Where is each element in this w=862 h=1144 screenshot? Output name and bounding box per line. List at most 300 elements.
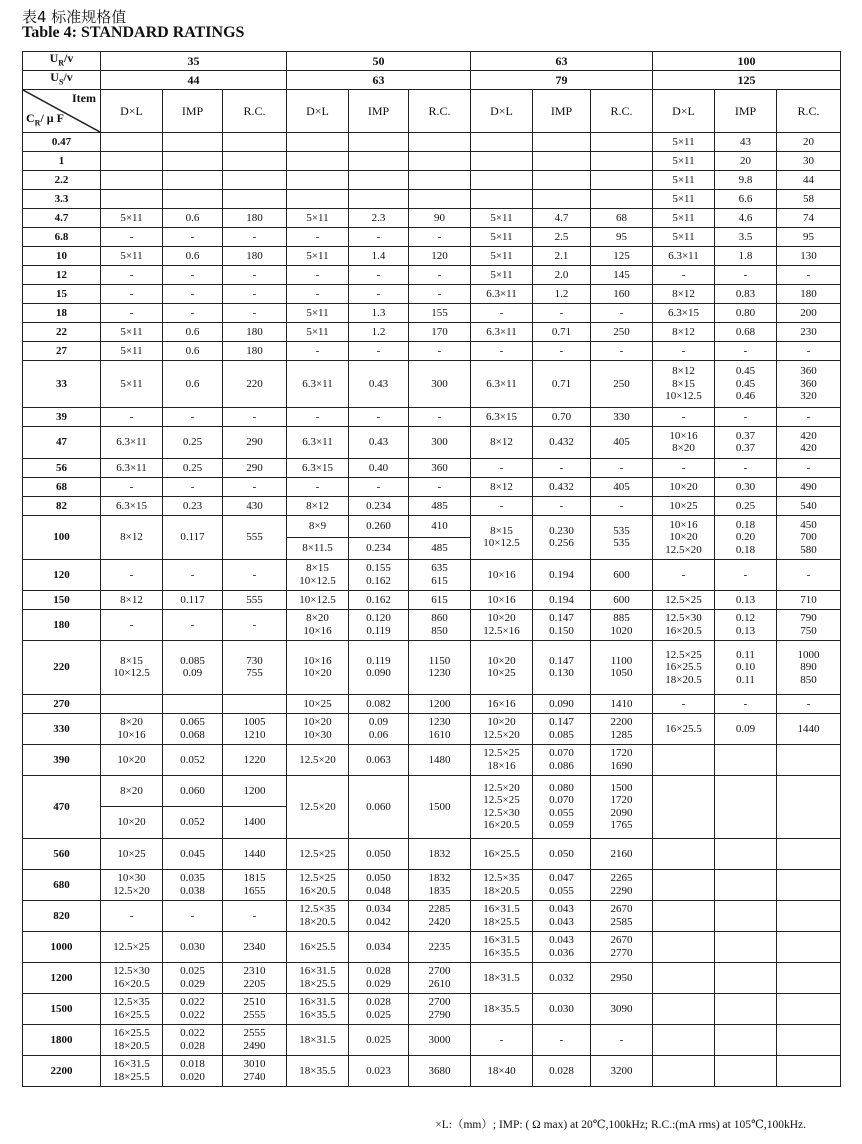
imp-cell: 3.5 bbox=[715, 227, 777, 246]
dl-cell: 8×15 10×12.5 bbox=[101, 640, 163, 694]
rc-cell: - bbox=[409, 341, 471, 360]
table-row bbox=[23, 838, 841, 869]
dl-cell: 6.3×11 bbox=[471, 284, 533, 303]
capacitance-cell: 82 bbox=[23, 496, 101, 515]
rc-cell: 145 bbox=[591, 265, 653, 284]
capacitance-cell: 330 bbox=[23, 713, 101, 744]
imp-cell: 0.022 0.022 bbox=[163, 993, 223, 1024]
dl-cell: - bbox=[101, 284, 163, 303]
dl-cell bbox=[101, 775, 163, 838]
rc-cell: 1000 890 850 bbox=[777, 640, 841, 694]
imp-cell: 0.050 bbox=[349, 838, 409, 869]
split-cell-part: 0.060 bbox=[180, 784, 205, 797]
dl-cell: 16×31.5 16×35.5 bbox=[471, 931, 533, 962]
imp-cell: 0.070 0.086 bbox=[533, 744, 591, 775]
us-value: 44 bbox=[101, 70, 287, 89]
imp-cell bbox=[533, 151, 591, 170]
rc-cell: - bbox=[777, 265, 841, 284]
dl-cell: 8×12 bbox=[653, 284, 715, 303]
rc-cell: 300 bbox=[409, 426, 471, 458]
dl-cell: - bbox=[101, 227, 163, 246]
dl-cell: 10×16 10×20 12.5×20 bbox=[653, 515, 715, 559]
split-cell-part: 1400 bbox=[223, 806, 286, 838]
rc-cell: 180 bbox=[777, 284, 841, 303]
imp-cell: 0.80 bbox=[715, 303, 777, 322]
imp-cell: 0.68 bbox=[715, 322, 777, 341]
imp-cell: 0.082 bbox=[349, 694, 409, 713]
rc-cell: 2310 2205 bbox=[223, 962, 287, 993]
rc-cell: 120 bbox=[409, 246, 471, 265]
imp-cell: - bbox=[349, 341, 409, 360]
split-cell-part: 8×20 bbox=[120, 784, 143, 797]
imp-cell: 2.1 bbox=[533, 246, 591, 265]
rc-cell: 3010 2740 bbox=[223, 1055, 287, 1086]
imp-cell: 0.147 0.085 bbox=[533, 713, 591, 744]
rc-cell: - bbox=[223, 265, 287, 284]
capacitance-cell: 270 bbox=[23, 694, 101, 713]
dl-cell: 6.3×11 bbox=[653, 246, 715, 265]
dl-cell bbox=[101, 170, 163, 189]
rc-cell: 200 bbox=[777, 303, 841, 322]
rc-cell: 1440 bbox=[777, 713, 841, 744]
imp-cell bbox=[533, 170, 591, 189]
table-row bbox=[23, 341, 841, 360]
capacitance-cell: 15 bbox=[23, 284, 101, 303]
dl-cell: 8×12 8×15 10×12.5 bbox=[653, 360, 715, 407]
imp-cell: 0.194 bbox=[533, 590, 591, 609]
us-value: 63 bbox=[287, 70, 471, 89]
imp-cell: - bbox=[715, 559, 777, 590]
rc-cell: 290 bbox=[223, 426, 287, 458]
imp-cell: 0.117 bbox=[163, 515, 223, 559]
dl-cell: - bbox=[287, 284, 349, 303]
dl-cell: 12.5×25 16×20.5 bbox=[287, 869, 349, 900]
split-cell-part: 0.052 bbox=[163, 806, 222, 838]
rc-cell: 30 bbox=[777, 151, 841, 170]
dl-cell: 8×15 10×12.5 bbox=[287, 559, 349, 590]
dl-cell: - bbox=[287, 477, 349, 496]
rc-cell: 555 bbox=[223, 590, 287, 609]
dl-cell: 5×11 bbox=[653, 208, 715, 227]
rc-cell: 1500 1720 2090 1765 bbox=[591, 775, 653, 838]
imp-cell: 0.30 bbox=[715, 477, 777, 496]
imp-cell bbox=[715, 744, 777, 775]
column-header-row bbox=[23, 89, 841, 132]
split-cell bbox=[163, 776, 222, 838]
dl-cell: 12.5×25 bbox=[287, 838, 349, 869]
table-row bbox=[23, 477, 841, 496]
imp-cell: 20 bbox=[715, 151, 777, 170]
dl-cell bbox=[653, 869, 715, 900]
us-value: 79 bbox=[471, 70, 653, 89]
rc-cell: 290 bbox=[223, 458, 287, 477]
dl-cell bbox=[653, 1055, 715, 1086]
dl-cell bbox=[101, 132, 163, 151]
imp-cell: - bbox=[349, 227, 409, 246]
split-cell-part: 0.234 bbox=[349, 537, 408, 559]
dl-cell: 12.5×30 16×20.5 bbox=[101, 962, 163, 993]
rc-cell bbox=[223, 189, 287, 208]
dl-cell: 10×20 12.5×20 bbox=[471, 713, 533, 744]
imp-cell: 6.6 bbox=[715, 189, 777, 208]
dl-cell: - bbox=[653, 458, 715, 477]
rc-cell: - bbox=[409, 227, 471, 246]
rc-cell: 1480 bbox=[409, 744, 471, 775]
imp-cell: 0.09 0.06 bbox=[349, 713, 409, 744]
rc-cell: 3090 bbox=[591, 993, 653, 1024]
imp-cell: - bbox=[163, 477, 223, 496]
dl-cell: 10×16 bbox=[471, 559, 533, 590]
dl-cell: - bbox=[471, 303, 533, 322]
imp-cell: 2.3 bbox=[349, 208, 409, 227]
rc-cell: 1220 bbox=[223, 744, 287, 775]
dl-cell: 12.5×35 18×20.5 bbox=[287, 900, 349, 931]
dl-cell: 12.5×20 bbox=[287, 775, 349, 838]
dl-cell bbox=[287, 170, 349, 189]
dl-cell: 6.3×11 bbox=[101, 458, 163, 477]
imp-cell: - bbox=[349, 477, 409, 496]
capacitance-cell: 0.47 bbox=[23, 132, 101, 151]
dl-cell: - bbox=[471, 458, 533, 477]
dl-cell: 6.3×11 bbox=[471, 322, 533, 341]
imp-cell: 1.2 bbox=[533, 284, 591, 303]
capacitance-cell: 27 bbox=[23, 341, 101, 360]
rc-cell: 250 bbox=[591, 322, 653, 341]
rc-cell: 300 bbox=[409, 360, 471, 407]
table-row bbox=[23, 360, 841, 407]
rc-cell: 860 850 bbox=[409, 609, 471, 640]
dl-cell: 12.5×35 18×20.5 bbox=[471, 869, 533, 900]
rc-cell: 250 bbox=[591, 360, 653, 407]
rc-cell: 90 bbox=[409, 208, 471, 227]
dl-cell: 6.3×11 bbox=[287, 426, 349, 458]
imp-cell: 0.45 0.45 0.46 bbox=[715, 360, 777, 407]
rc-cell: - bbox=[777, 694, 841, 713]
capacitance-cell: 220 bbox=[23, 640, 101, 694]
imp-cell: 0.028 0.025 bbox=[349, 993, 409, 1024]
rc-cell: 450 700 580 bbox=[777, 515, 841, 559]
header-dl: D×L bbox=[287, 89, 349, 132]
table-title-english: Table 4: STANDARD RATINGS bbox=[22, 24, 245, 41]
table-row bbox=[23, 496, 841, 515]
rc-cell: 2235 bbox=[409, 931, 471, 962]
rc-cell: 95 bbox=[777, 227, 841, 246]
table-row bbox=[23, 426, 841, 458]
rc-cell: 1410 bbox=[591, 694, 653, 713]
dl-cell: 5×11 bbox=[287, 208, 349, 227]
table-row bbox=[23, 151, 841, 170]
imp-cell: 0.025 bbox=[349, 1024, 409, 1055]
dl-cell bbox=[287, 151, 349, 170]
rc-cell: 535 535 bbox=[591, 515, 653, 559]
rc-cell: 2555 2490 bbox=[223, 1024, 287, 1055]
imp-cell: - bbox=[349, 265, 409, 284]
rc-cell: 230 bbox=[777, 322, 841, 341]
capacitance-cell: 33 bbox=[23, 360, 101, 407]
imp-cell: 9.8 bbox=[715, 170, 777, 189]
rc-cell: 1150 1230 bbox=[409, 640, 471, 694]
rc-cell: - bbox=[409, 265, 471, 284]
imp-cell: 0.032 bbox=[533, 962, 591, 993]
rc-cell bbox=[777, 993, 841, 1024]
rc-cell: 180 bbox=[223, 246, 287, 265]
split-cell-part: 10×20 bbox=[101, 806, 162, 838]
dl-cell: - bbox=[653, 694, 715, 713]
capacitance-cell: 2200 bbox=[23, 1055, 101, 1086]
dl-cell: 5×11 bbox=[101, 360, 163, 407]
imp-cell: 0.70 bbox=[533, 407, 591, 426]
dl-cell: 18×31.5 bbox=[287, 1024, 349, 1055]
header-imp: IMP bbox=[163, 89, 223, 132]
imp-cell: 0.162 bbox=[349, 590, 409, 609]
imp-cell: 0.034 bbox=[349, 931, 409, 962]
rc-cell: 330 bbox=[591, 407, 653, 426]
rc-cell: - bbox=[777, 341, 841, 360]
rc-cell bbox=[223, 775, 287, 838]
dl-cell: 10×25 bbox=[101, 838, 163, 869]
rc-cell: 180 bbox=[223, 322, 287, 341]
rc-cell: 600 bbox=[591, 590, 653, 609]
dl-cell: - bbox=[101, 900, 163, 931]
split-cell bbox=[101, 776, 162, 838]
rc-cell bbox=[591, 170, 653, 189]
capacitance-cell: 1000 bbox=[23, 931, 101, 962]
rc-cell: 180 bbox=[223, 208, 287, 227]
imp-cell: - bbox=[533, 496, 591, 515]
imp-cell: - bbox=[163, 227, 223, 246]
table-row bbox=[23, 132, 841, 151]
imp-cell: 0.432 bbox=[533, 477, 591, 496]
dl-cell: - bbox=[287, 227, 349, 246]
dl-cell bbox=[101, 694, 163, 713]
imp-cell: 0.090 bbox=[533, 694, 591, 713]
imp-cell: - bbox=[715, 341, 777, 360]
standard-ratings-table bbox=[22, 51, 841, 1087]
imp-cell bbox=[163, 694, 223, 713]
dl-cell bbox=[653, 1024, 715, 1055]
capacitance-cell: 100 bbox=[23, 515, 101, 559]
imp-cell: 0.6 bbox=[163, 341, 223, 360]
dl-cell: - bbox=[287, 407, 349, 426]
dl-cell: 5×11 bbox=[101, 322, 163, 341]
rc-cell: 615 bbox=[409, 590, 471, 609]
rc-cell: - bbox=[223, 284, 287, 303]
imp-cell: 0.43 bbox=[349, 360, 409, 407]
imp-cell: 2.0 bbox=[533, 265, 591, 284]
dl-cell bbox=[653, 838, 715, 869]
rc-cell bbox=[409, 170, 471, 189]
header-imp: IMP bbox=[715, 89, 777, 132]
rc-cell: 130 bbox=[777, 246, 841, 265]
imp-cell: 0.060 bbox=[349, 775, 409, 838]
rc-cell: 490 bbox=[777, 477, 841, 496]
dl-cell bbox=[287, 132, 349, 151]
dl-cell: 8×20 10×16 bbox=[101, 713, 163, 744]
imp-cell: - bbox=[533, 341, 591, 360]
rc-cell: 2340 bbox=[223, 931, 287, 962]
dl-cell: 10×16 8×20 bbox=[653, 426, 715, 458]
capacitance-cell: 22 bbox=[23, 322, 101, 341]
capacitance-cell: 120 bbox=[23, 559, 101, 590]
table-row bbox=[23, 640, 841, 694]
dl-cell: 8×12 bbox=[101, 515, 163, 559]
imp-cell bbox=[163, 775, 223, 838]
dl-cell bbox=[653, 993, 715, 1024]
dl-cell: 16×25.5 18×20.5 bbox=[101, 1024, 163, 1055]
dl-cell: 5×11 bbox=[471, 265, 533, 284]
rc-cell: - bbox=[223, 900, 287, 931]
table-row bbox=[23, 713, 841, 744]
split-cell bbox=[409, 516, 470, 559]
us-label: $U_S/v$ bbox=[23, 70, 101, 89]
dl-cell bbox=[287, 515, 349, 559]
header-dl: D×L bbox=[471, 89, 533, 132]
imp-cell: 0.230 0.256 bbox=[533, 515, 591, 559]
capacitance-cell: 1500 bbox=[23, 993, 101, 1024]
dl-cell: - bbox=[101, 303, 163, 322]
imp-cell: - bbox=[163, 265, 223, 284]
dl-cell: - bbox=[101, 609, 163, 640]
imp-cell: - bbox=[715, 407, 777, 426]
imp-cell: 0.035 0.038 bbox=[163, 869, 223, 900]
dl-cell: 6.3×15 bbox=[101, 496, 163, 515]
rc-cell bbox=[777, 838, 841, 869]
dl-cell bbox=[471, 151, 533, 170]
dl-cell: 5×11 bbox=[471, 208, 533, 227]
capacitance-cell: 1800 bbox=[23, 1024, 101, 1055]
table-row bbox=[23, 265, 841, 284]
capacitance-cell: 180 bbox=[23, 609, 101, 640]
dl-cell: 5×11 bbox=[101, 341, 163, 360]
imp-cell: 4.6 bbox=[715, 208, 777, 227]
rc-cell bbox=[777, 900, 841, 931]
imp-cell bbox=[163, 189, 223, 208]
rc-cell: - bbox=[223, 477, 287, 496]
rc-cell: - bbox=[591, 341, 653, 360]
rc-cell: 3680 bbox=[409, 1055, 471, 1086]
imp-cell: 0.119 0.090 bbox=[349, 640, 409, 694]
dl-cell: 16×31.5 18×25.5 bbox=[471, 900, 533, 931]
table-row bbox=[23, 775, 841, 838]
dl-cell: - bbox=[101, 265, 163, 284]
dl-cell: - bbox=[101, 407, 163, 426]
imp-cell: 0.085 0.09 bbox=[163, 640, 223, 694]
dl-cell: 5×11 bbox=[287, 303, 349, 322]
imp-cell: - bbox=[533, 1024, 591, 1055]
rc-cell bbox=[223, 151, 287, 170]
rc-cell: 405 bbox=[591, 477, 653, 496]
rc-cell: 155 bbox=[409, 303, 471, 322]
dl-cell: 16×25.5 bbox=[471, 838, 533, 869]
dl-cell: 8×12 bbox=[471, 477, 533, 496]
imp-cell: - bbox=[715, 694, 777, 713]
capacitance-cell: 47 bbox=[23, 426, 101, 458]
rated-voltage-row bbox=[23, 52, 841, 71]
table-row bbox=[23, 170, 841, 189]
rc-cell: 3200 bbox=[591, 1055, 653, 1086]
item-label: Item bbox=[72, 90, 96, 105]
rc-cell: - bbox=[409, 284, 471, 303]
rc-cell: - bbox=[223, 559, 287, 590]
imp-cell: 0.234 bbox=[349, 496, 409, 515]
table-body bbox=[23, 132, 841, 1086]
imp-cell: - bbox=[715, 265, 777, 284]
table-row bbox=[23, 208, 841, 227]
dl-cell: 10×20 10×25 bbox=[471, 640, 533, 694]
dl-cell: 8×12 bbox=[653, 322, 715, 341]
capacitance-cell: 3.3 bbox=[23, 189, 101, 208]
capacitance-cell: 1 bbox=[23, 151, 101, 170]
dl-cell: - bbox=[287, 341, 349, 360]
imp-cell: 0.028 0.029 bbox=[349, 962, 409, 993]
rc-cell: 790 750 bbox=[777, 609, 841, 640]
rc-cell: 710 bbox=[777, 590, 841, 609]
rc-cell: 540 bbox=[777, 496, 841, 515]
dl-cell: 8×12 bbox=[101, 590, 163, 609]
imp-cell: 0.71 bbox=[533, 360, 591, 407]
dl-cell bbox=[653, 775, 715, 838]
table-row bbox=[23, 590, 841, 609]
rc-cell: 420 420 bbox=[777, 426, 841, 458]
imp-cell: 0.432 bbox=[533, 426, 591, 458]
imp-cell: 0.40 bbox=[349, 458, 409, 477]
imp-cell: 0.09 bbox=[715, 713, 777, 744]
dl-cell: 5×11 bbox=[101, 208, 163, 227]
footnote: ×L:（mm）; IMP: ( Ω max) at 20℃,100kHz; R.C.:(mA rms) at 105℃,100kHz. bbox=[435, 1119, 806, 1131]
dl-cell: 5×11 bbox=[101, 246, 163, 265]
rc-cell: 2700 2790 bbox=[409, 993, 471, 1024]
split-cell-part: 410 bbox=[431, 520, 448, 533]
imp-cell bbox=[715, 838, 777, 869]
dl-cell: 8×12 bbox=[471, 426, 533, 458]
table-row bbox=[23, 1024, 841, 1055]
dl-cell: 10×16 bbox=[471, 590, 533, 609]
dl-cell bbox=[653, 900, 715, 931]
dl-cell: - bbox=[471, 1024, 533, 1055]
capacitance-cell: 390 bbox=[23, 744, 101, 775]
imp-cell bbox=[349, 515, 409, 559]
table-row bbox=[23, 694, 841, 713]
us-value: 125 bbox=[653, 70, 841, 89]
imp-cell: - bbox=[163, 609, 223, 640]
rc-cell bbox=[591, 189, 653, 208]
rc-cell bbox=[409, 515, 471, 559]
split-cell bbox=[349, 516, 408, 559]
dl-cell: 10×25 bbox=[653, 496, 715, 515]
table-row bbox=[23, 993, 841, 1024]
rc-cell: 2700 2610 bbox=[409, 962, 471, 993]
rc-cell: 2160 bbox=[591, 838, 653, 869]
imp-cell: 0.147 0.150 bbox=[533, 609, 591, 640]
imp-cell bbox=[715, 900, 777, 931]
imp-cell bbox=[163, 132, 223, 151]
dl-cell: - bbox=[471, 496, 533, 515]
imp-cell: - bbox=[715, 458, 777, 477]
rc-cell: - bbox=[777, 458, 841, 477]
imp-cell: 0.047 0.055 bbox=[533, 869, 591, 900]
cr-label: $C_R/$ μ F bbox=[26, 110, 64, 128]
ur-value: 35 bbox=[101, 52, 287, 71]
dl-cell: 16×31.5 18×25.5 bbox=[287, 962, 349, 993]
dl-cell: 5×11 bbox=[653, 132, 715, 151]
split-cell-part: 8×9 bbox=[308, 520, 327, 533]
dl-cell: 10×25 bbox=[287, 694, 349, 713]
table-row bbox=[23, 284, 841, 303]
dl-cell: 6.3×11 bbox=[287, 360, 349, 407]
imp-cell: 0.080 0.070 0.055 0.059 bbox=[533, 775, 591, 838]
table-row bbox=[23, 1055, 841, 1086]
dl-cell: 12.5×25 bbox=[101, 931, 163, 962]
